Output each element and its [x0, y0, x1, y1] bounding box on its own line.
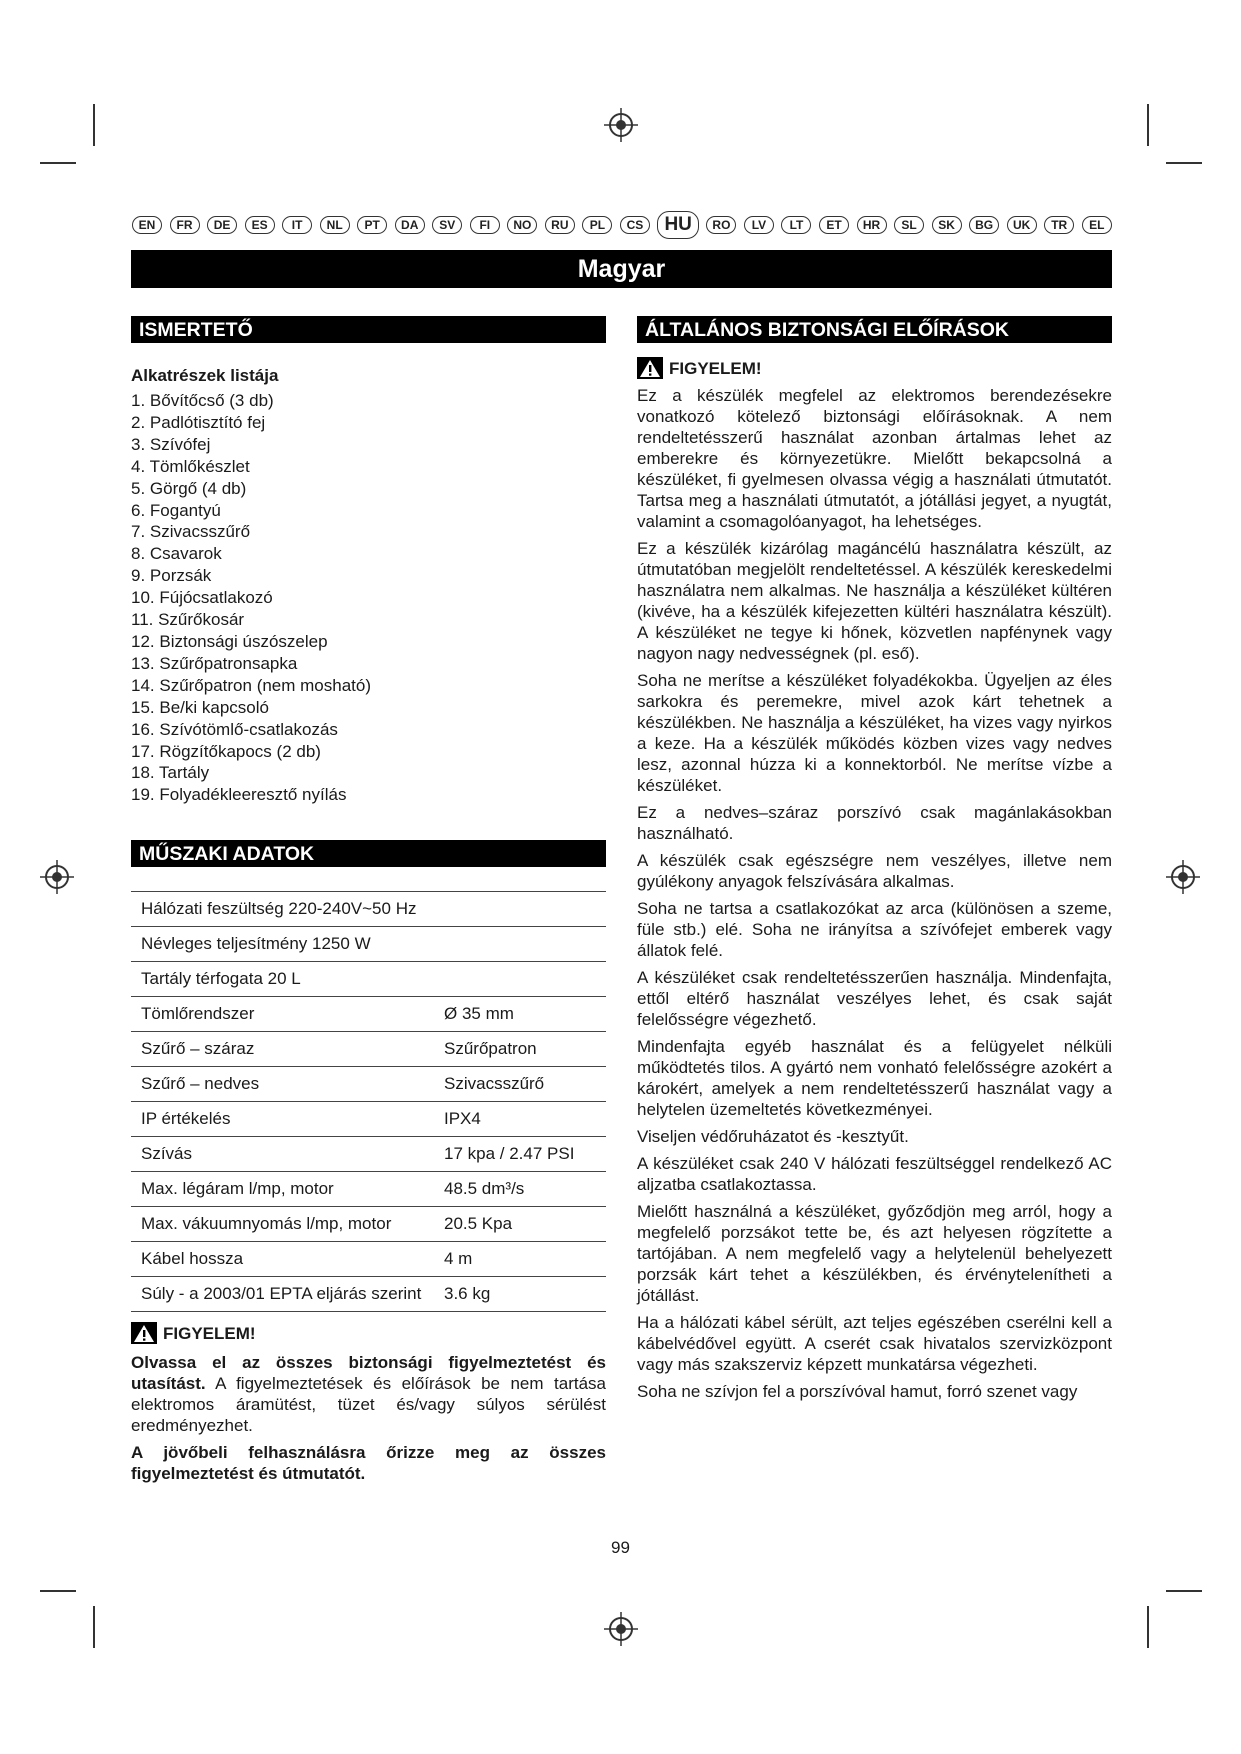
spec-value: [440, 962, 606, 997]
table-row: [131, 1032, 606, 1067]
crop-mark: [1166, 162, 1202, 164]
registration-mark-icon: [604, 108, 638, 142]
language-banner: Magyar: [131, 250, 1112, 288]
safety-paragraph: Soha ne merítse a készüléket folyadékokba. Ügyeljen az éles sarkokra és peremekre, mivel azok kárt tehetnek a készülékben. Ne használja a készüléket, ha vizes vagy nyirkos a keze. Ha a készülék működés közben vizes vagy nedves lesz, azonnal húzza ki a konnektorból. Ne merítse vízbe a készüléket.: [637, 671, 1112, 795]
language-code-pl: PL: [582, 216, 612, 234]
table-row: [131, 1067, 606, 1102]
crop-mark: [1147, 104, 1149, 146]
spec-label: Max. légáram l/mp, motor: [131, 1172, 440, 1207]
language-codes: [132, 211, 1112, 239]
language-code-hu: HU: [657, 211, 698, 239]
warning-label: FIGYELEM!: [163, 1323, 256, 1343]
spec-label: Tömlőrendszer: [131, 997, 440, 1032]
spec-value: [440, 927, 606, 962]
registration-mark-icon: [604, 1612, 638, 1646]
safety-paragraph: A készülék csak egészségre nem veszélyes, illetve nem gyúlékony anyagok felszívására alkalmas.: [637, 851, 1112, 891]
crop-mark: [40, 1590, 76, 1592]
language-code-cs: CS: [620, 216, 650, 234]
spec-label: Kábel hossza: [131, 1242, 440, 1277]
table-row: [131, 997, 606, 1032]
spec-value: 17 kpa / 2.47 PSI: [440, 1137, 606, 1172]
safety-paragraph: Mielőtt használná a készüléket, győződjön meg arról, hogy a megfelelő porzsákot tette be, és azt helyesen rögzítette a tartójában. A nem megfelelő vagy a helytelenül behelyezett porzsák kárt tehet a készülékben, és érvénytelenítheti a jótállást.: [637, 1202, 1112, 1305]
warning-paragraph: [131, 1352, 606, 1436]
table-row: [131, 892, 606, 927]
registration-mark-icon: [40, 860, 74, 894]
list-item: 3. Szívófej: [131, 434, 211, 454]
spec-value: IPX4: [440, 1102, 606, 1137]
spec-label: Szívás: [131, 1137, 440, 1172]
language-code-no: NO: [507, 216, 537, 234]
list-item: 17. Rögzítőkapocs (2 db): [131, 741, 321, 761]
language-code-sk: SK: [932, 216, 962, 234]
language-code-fi: FI: [470, 216, 500, 234]
registration-mark-icon: [1166, 860, 1200, 894]
warning-heading: [131, 1322, 606, 1344]
language-code-et: ET: [819, 216, 849, 234]
page-number: 99: [611, 1538, 630, 1557]
crop-mark: [93, 1606, 95, 1648]
crop-mark: [93, 104, 95, 146]
safety-paragraph: Ez a készülék megfelel az elektromos berendezésekre vonatkozó kötelező biztonsági előírásoknak. A nem rendeltetésszerű használat azonban ártalmas lehet az emberekre és környezetükre. Mielőtt bekapcsolná a készüléket, fi gyelmesen olvassa végig a használati útmutatót. Tartsa meg a használati útmutatót, a jótállási jegyet, a nyugtát, valamint a csomagolóanyagot, ha lehetséges.: [637, 386, 1112, 531]
language-code-sv: SV: [432, 216, 462, 234]
language-code-pt: PT: [357, 216, 387, 234]
table-row: [131, 1137, 606, 1172]
parts-list-title: Alkatrészek listája: [131, 366, 279, 385]
parts-list: [131, 390, 606, 806]
warning-label: FIGYELEM!: [669, 358, 762, 378]
spec-value: Szűrőpatron: [440, 1032, 606, 1067]
spec-value: 48.5 dm³/s: [440, 1172, 606, 1207]
list-item: 15. Be/ki kapcsoló: [131, 697, 269, 717]
safety-paragraph: Viseljen védőruházatot és -kesztyűt.: [637, 1127, 909, 1146]
language-code-ro: RO: [706, 216, 736, 234]
safety-paragraphs: [637, 385, 1112, 1402]
list-item: 8. Csavarok: [131, 544, 222, 564]
safety-paragraph: Soha ne szívjon fel a porszívóval hamut, forró szenet vagy: [637, 1382, 1078, 1401]
warning-triangle-icon: [637, 357, 663, 379]
list-item: 7. Szivacsszűrő: [131, 522, 251, 542]
spec-value: 20.5 Kpa: [440, 1207, 606, 1242]
list-item: 10. Fújócsatlakozó: [131, 588, 273, 608]
spec-label: IP értékelés: [131, 1102, 440, 1137]
list-item: 13. Szűrőpatronsapka: [131, 653, 298, 673]
safety-paragraph: Ez a nedves–száraz porszívó csak magánlakásokban használható.: [637, 803, 1112, 843]
safety-paragraph: A készüléket csak rendeltetésszerűen használja. Mindenfajta, ettől eltérő használat veszélyes lehet, és csak saját felelősségre végezhető.: [637, 968, 1112, 1029]
safety-paragraph: Mindenfajta egyéb használat és a felügyelet nélküli működtetés tilos. A gyártó nem vonható felelősségre azokért a károkért, amelyek a nem rendeltetésszerű használat vagy a helytelen üzemeltetés következményei.: [637, 1037, 1112, 1119]
section-title-description: ISMERTETŐ: [131, 316, 606, 343]
spec-value: Ø 35 mm: [440, 997, 606, 1032]
section-title-safety: ÁLTALÁNOS BIZTONSÁGI ELŐÍRÁSOK: [637, 316, 1112, 343]
table-row: [131, 962, 606, 997]
spec-label: Hálózati feszültség 220-240V~50 Hz: [131, 892, 440, 927]
language-code-sl: SL: [894, 216, 924, 234]
language-code-da: DA: [395, 216, 425, 234]
keep-instructions-note: A jövőbeli felhasználásra őrizze meg az összes figyelmeztetést és útmutatót.: [131, 1443, 606, 1484]
list-item: 11. Szűrőkosár: [131, 610, 245, 630]
crop-mark: [1166, 1590, 1202, 1592]
list-item: 14. Szűrőpatron (nem mosható): [131, 675, 372, 695]
list-item: 6. Fogantyú: [131, 500, 221, 520]
safety-paragraph: Ha a hálózati kábel sérült, azt teljes egészében cserélni kell a kábelvédővel együtt. A cserét csak hivatalos szervizközpont vagy más szakszerviz képzett munkatársa végezheti.: [637, 1313, 1112, 1374]
table-row: [131, 1277, 606, 1312]
language-code-uk: UK: [1007, 216, 1037, 234]
language-code-es: ES: [245, 216, 275, 234]
language-code-fr: FR: [170, 216, 200, 234]
safety-paragraph: Ez a készülék kizárólag magáncélú használatra készült, az útmutatóban megjelölt rendeltetéssel. A készülék kereskedelmi használatra nem alkalmas. Ne használja a készüléket kültéren (kivéve, ha a készülék kifejezetten kültéri használatra készült). A készüléket ne tegye ki hőnek, közvetlen napfénynek vagy nagyon nagy nedvességnek (pl. eső).: [637, 539, 1112, 663]
language-code-lv: LV: [744, 216, 774, 234]
spec-label: Tartály térfogata 20 L: [131, 962, 440, 997]
spec-label: Névleges teljesítmény 1250 W: [131, 927, 440, 962]
language-code-bg: BG: [969, 216, 999, 234]
table-row: [131, 1172, 606, 1207]
list-item: 19. Folyadékleeresztő nyílás: [131, 785, 347, 805]
table-row: [131, 1207, 606, 1242]
crop-mark: [40, 162, 76, 164]
safety-paragraph: A készüléket csak 240 V hálózati feszültséggel rendelkező AC aljzatba csatlakoztassa.: [637, 1154, 1112, 1194]
warning-text: A figyelmeztetések és előírások be nem tartása elektromos áramütést, tüzet és/vagy súlyos sérülést eredményezhet.: [131, 1374, 606, 1436]
list-item: 16. Szívótömlő-csatlakozás: [131, 719, 338, 739]
language-code-tr: TR: [1044, 216, 1074, 234]
list-item: 1. Bővítőcső (3 db): [131, 391, 274, 410]
spec-value: Szivacsszűrő: [440, 1067, 606, 1102]
list-item: 9. Porzsák: [131, 566, 212, 586]
left-column: [131, 316, 606, 1490]
list-item: 18. Tartály: [131, 763, 210, 783]
table-row: [131, 1242, 606, 1277]
spec-value: 4 m: [440, 1242, 606, 1277]
language-code-lt: LT: [781, 216, 811, 234]
right-column: [637, 316, 1112, 1408]
language-code-en: EN: [132, 216, 162, 234]
language-code-el: EL: [1082, 216, 1112, 234]
specs-table: [131, 891, 606, 1312]
table-row: [131, 1102, 606, 1137]
spec-label: Súly - a 2003/01 EPTA eljárás szerint: [131, 1277, 440, 1312]
list-item: 4. Tömlőkészlet: [131, 456, 250, 476]
safety-paragraph: Soha ne tartsa a csatlakozókat az arca (különösen a szeme, füle stb.) elé. Soha ne irányítsa a szívófejet emberek vagy állatok felé.: [637, 899, 1112, 960]
spec-value: 3.6 kg: [440, 1277, 606, 1312]
list-item: 5. Görgő (4 db): [131, 478, 247, 498]
language-code-nl: NL: [320, 216, 350, 234]
spec-value: [440, 892, 606, 927]
language-code-ru: RU: [545, 216, 575, 234]
section-title-specs: MŰSZAKI ADATOK: [131, 840, 606, 867]
crop-mark: [1147, 1606, 1149, 1648]
table-row: [131, 927, 606, 962]
language-code-it: IT: [282, 216, 312, 234]
warning-bold-text: Olvassa el az összes biztonsági figyelmeztetést és utasítást.: [131, 1353, 606, 1394]
spec-label: Szűrő – száraz: [131, 1032, 440, 1067]
spec-label: Max. vákuumnyomás l/mp, motor: [131, 1207, 440, 1242]
list-item: 12. Biztonsági úszószelep: [131, 631, 328, 651]
warning-triangle-icon: [131, 1322, 157, 1344]
spec-label: Szűrő – nedves: [131, 1067, 440, 1102]
language-code-de: DE: [207, 216, 237, 234]
list-item: 2. Padlótisztító fej: [131, 412, 266, 432]
warning-heading: [637, 357, 1112, 379]
language-code-hr: HR: [857, 216, 887, 234]
